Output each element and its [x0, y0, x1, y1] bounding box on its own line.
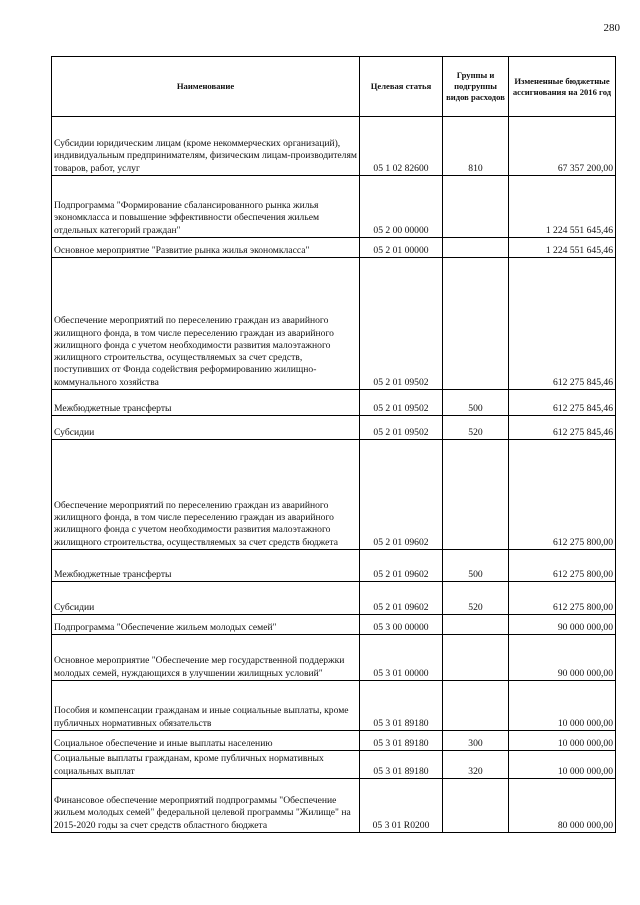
- row-name: Субсидии юридическим лицам (кроме некоммерческих организаций), индивидуальным предпринимателям, физическим лицам-производителям товаров, работ, услуг: [52, 117, 360, 176]
- row-budget-amount: 10 000 000,00: [509, 751, 616, 779]
- row-expense-group: 320: [443, 751, 509, 779]
- row-name: Социальное обеспечение и иные выплаты населению: [52, 731, 360, 751]
- row-name: Субсидии: [52, 416, 360, 440]
- row-expense-group: [443, 681, 509, 731]
- table-row: [52, 176, 616, 238]
- row-budget-amount: 67 357 200,00: [509, 117, 616, 176]
- row-budget-amount: 612 275 800,00: [509, 550, 616, 582]
- row-budget-amount: 612 275 800,00: [509, 440, 616, 550]
- row-budget-amount: 90 000 000,00: [509, 615, 616, 635]
- row-budget-amount: 1 224 551 645,46: [509, 238, 616, 258]
- row-expense-group: [443, 176, 509, 238]
- row-budget-amount: 10 000 000,00: [509, 681, 616, 731]
- row-target-article: 05 3 01 R0200: [360, 779, 443, 833]
- row-expense-group: [443, 440, 509, 550]
- row-budget-amount: 612 275 845,46: [509, 390, 616, 416]
- row-name: Обеспечение мероприятий по переселению граждан из аварийного жилищного фонда, в том числе переселению граждан из аварийного жилищного фонда с учетом необходимости развития малоэтажного жилищного строительства, осуществляемых за счет средств, поступивших от Фонда содействия реформированию жилищно-коммунального хозяйства: [52, 258, 360, 390]
- row-name: Пособия и компенсации гражданам и иные социальные выплаты, кроме публичных нормативных обязательств: [52, 681, 360, 731]
- row-name: Подпрограмма "Обеспечение жильем молодых семей": [52, 615, 360, 635]
- row-expense-group: 520: [443, 582, 509, 615]
- table-header-row: [52, 57, 616, 117]
- row-expense-group: [443, 238, 509, 258]
- row-target-article: 05 2 01 09502: [360, 416, 443, 440]
- row-budget-amount: 80 000 000,00: [509, 779, 616, 833]
- row-name: Субсидии: [52, 582, 360, 615]
- table-row: [52, 416, 616, 440]
- row-name: Социальные выплаты гражданам, кроме публичных нормативных социальных выплат: [52, 751, 360, 779]
- row-expense-group: [443, 779, 509, 833]
- table-row: [52, 390, 616, 416]
- row-target-article: 05 2 01 09502: [360, 390, 443, 416]
- header-expense-group: Группы и подгруппы видов расходов: [443, 57, 509, 117]
- header-target-article: Целевая статья: [360, 57, 443, 117]
- row-expense-group: 520: [443, 416, 509, 440]
- row-name: Основное мероприятие "Обеспечение мер государственной поддержки молодых семей, нуждающихся в улучшении жилищных условий": [52, 635, 360, 681]
- row-target-article: 05 3 01 89180: [360, 681, 443, 731]
- table-row: [52, 117, 616, 176]
- table-row: [52, 635, 616, 681]
- table-row: [52, 440, 616, 550]
- table-row: [52, 751, 616, 779]
- table-row: [52, 731, 616, 751]
- row-expense-group: 500: [443, 550, 509, 582]
- row-target-article: 05 2 01 00000: [360, 238, 443, 258]
- table-row: [52, 681, 616, 731]
- row-name: Межбюджетные трансферты: [52, 550, 360, 582]
- row-target-article: 05 1 02 82600: [360, 117, 443, 176]
- row-target-article: 05 2 01 09602: [360, 550, 443, 582]
- row-target-article: 05 3 01 89180: [360, 751, 443, 779]
- row-target-article: 05 2 01 09602: [360, 582, 443, 615]
- table-row: [52, 582, 616, 615]
- row-target-article: 05 2 01 09502: [360, 258, 443, 390]
- header-name: Наименование: [52, 57, 360, 117]
- row-budget-amount: 10 000 000,00: [509, 731, 616, 751]
- row-expense-group: [443, 615, 509, 635]
- row-budget-amount: 1 224 551 645,46: [509, 176, 616, 238]
- table-row: [52, 779, 616, 833]
- row-expense-group: 500: [443, 390, 509, 416]
- row-expense-group: [443, 258, 509, 390]
- row-budget-amount: 612 275 845,46: [509, 416, 616, 440]
- table-row: [52, 258, 616, 390]
- row-budget-amount: 612 275 800,00: [509, 582, 616, 615]
- budget-table: [51, 56, 616, 833]
- row-expense-group: [443, 635, 509, 681]
- row-expense-group: 300: [443, 731, 509, 751]
- row-target-article: 05 3 00 00000: [360, 615, 443, 635]
- row-name: Обеспечение мероприятий по переселению граждан из аварийного жилищного фонда, в том числе переселению граждан из аварийного жилищного фонда с учетом необходимости развития малоэтажного жилищного строительства, осуществляемых за счет средств бюджета: [52, 440, 360, 550]
- row-name: Финансовое обеспечение мероприятий подпрограммы "Обеспечение жильем молодых семей" федеральной целевой программы "Жилище" на 2015-2020 годы за счет средств областного бюджета: [52, 779, 360, 833]
- page-number: 280: [603, 22, 620, 34]
- row-target-article: 05 3 01 89180: [360, 731, 443, 751]
- row-name: Основное мероприятие "Развитие рынка жилья экономкласса": [52, 238, 360, 258]
- row-expense-group: 810: [443, 117, 509, 176]
- row-name: Межбюджетные трансферты: [52, 390, 360, 416]
- row-target-article: 05 3 01 00000: [360, 635, 443, 681]
- row-target-article: 05 2 00 00000: [360, 176, 443, 238]
- table-row: [52, 615, 616, 635]
- header-budget-amount: Измененные бюджетные ассигнования на 2016 год: [509, 57, 616, 117]
- row-target-article: 05 2 01 09602: [360, 440, 443, 550]
- table-row: [52, 550, 616, 582]
- row-budget-amount: 90 000 000,00: [509, 635, 616, 681]
- table-row: [52, 238, 616, 258]
- row-budget-amount: 612 275 845,46: [509, 258, 616, 390]
- row-name: Подпрограмма "Формирование сбалансированного рынка жилья экономкласса и повышение эффективности обеспечения жильем отдельных категорий граждан": [52, 176, 360, 238]
